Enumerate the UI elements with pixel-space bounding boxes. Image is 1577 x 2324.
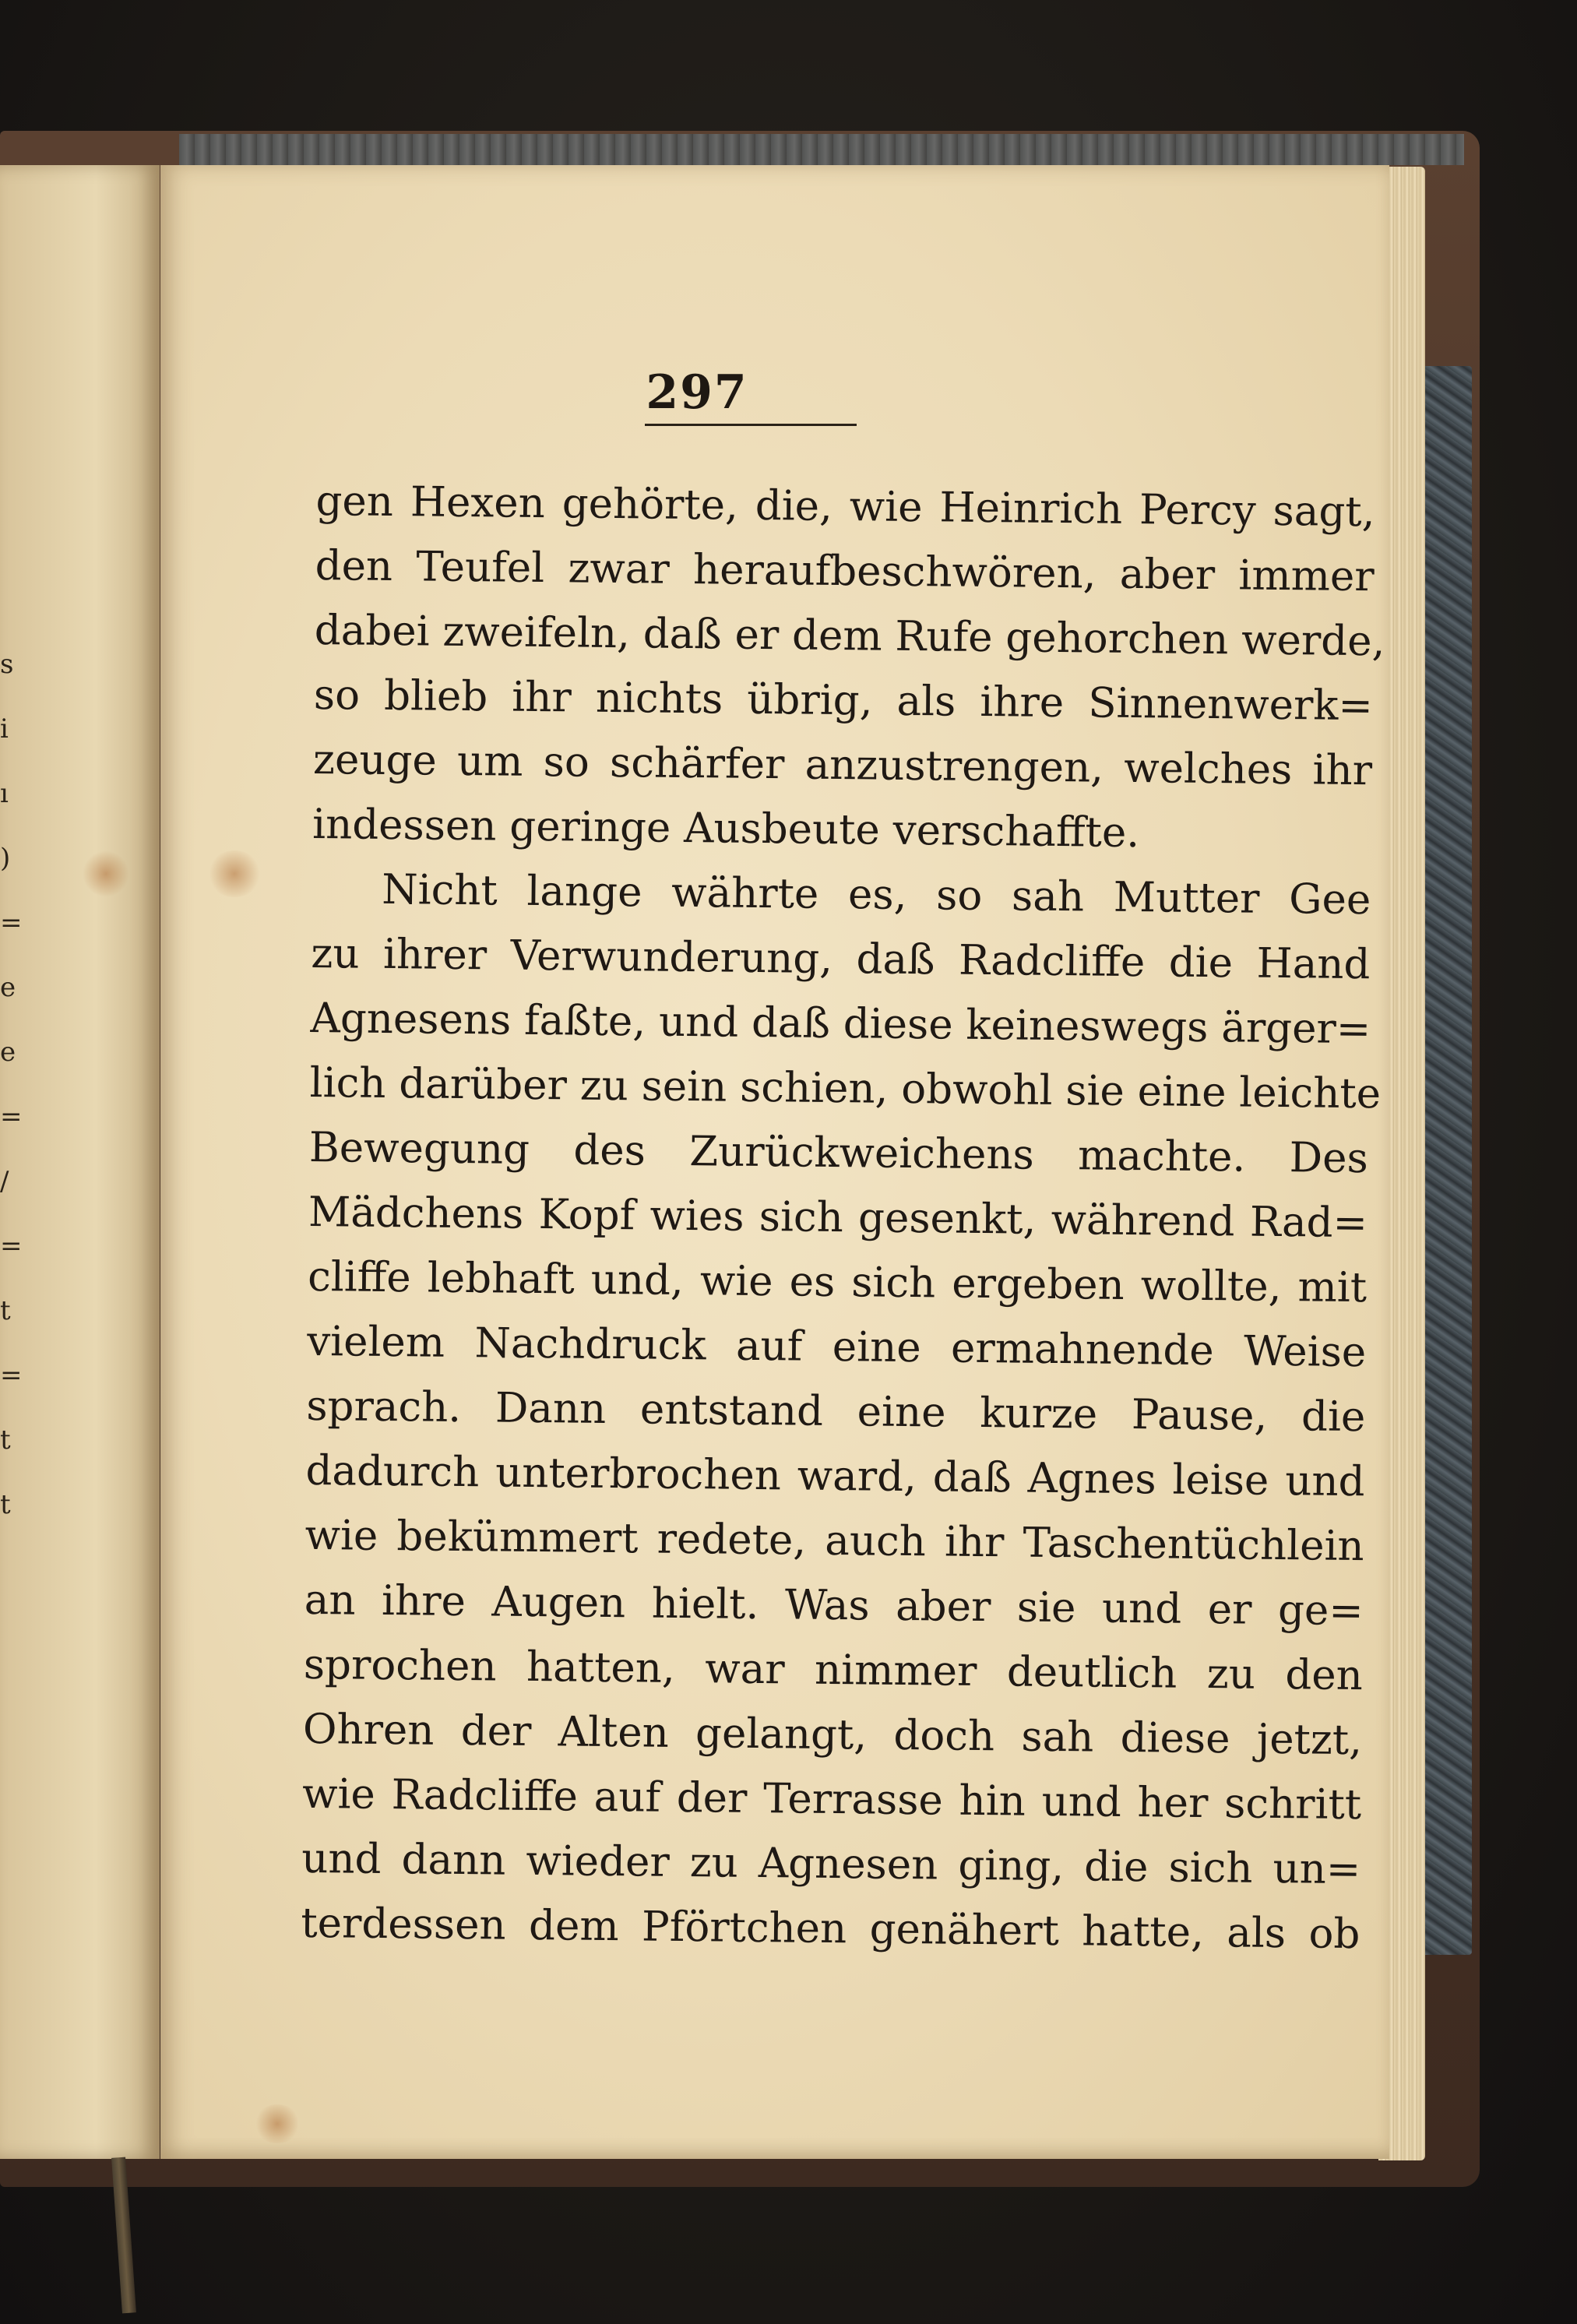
text-line: terdessen dem Pförtchen genähert hatte, als ob — [301, 1899, 1361, 1959]
margin-fragment: ı — [0, 778, 9, 809]
text-line: Mädchens Kopf wies sich gesenkt, während Rad= — [308, 1188, 1368, 1248]
text-line: Ohren der Alten gelangt, doch sah diese jetzt, — [302, 1705, 1363, 1765]
margin-fragment: t — [0, 1295, 11, 1326]
text-line: Agnesens faßte, und daß diese keineswegs ärger= — [310, 994, 1371, 1054]
right-page — [160, 165, 1389, 2159]
margin-fragment: = — [0, 1360, 23, 1391]
text-line: indessen geringe Ausbeute verschaffte. — [312, 800, 1140, 857]
foxing-stain — [207, 850, 262, 897]
margin-fragment: ) — [0, 843, 11, 874]
text-line: lich darüber zu sein schien, obwohl sie eine leichte — [309, 1058, 1382, 1118]
left-page — [0, 165, 160, 2159]
foxing-stain — [83, 850, 129, 897]
body-text — [301, 469, 1385, 1967]
text-line: cliffe lebhaft und, wie es sich ergeben wollte, mit — [307, 1252, 1368, 1312]
text-line: zeuge um so schärfer anzustrengen, welches ihr — [312, 735, 1373, 795]
margin-fragment: e — [0, 972, 16, 1003]
margin-fragment: = — [0, 907, 23, 938]
header-rule — [645, 424, 857, 426]
text-line: wie bekümmert redete, auch ihr Taschentüchlein — [304, 1511, 1364, 1571]
text-line: Nicht lange währte es, so sah Mutter Gee — [382, 865, 1371, 924]
margin-fragment: / — [0, 1166, 9, 1197]
text-line: so blieb ihr nichts übrig, als ihre Sinnenwerk= — [313, 671, 1374, 731]
text-line: sprach. Dann entstand eine kurze Pause, die — [306, 1382, 1366, 1442]
foxing-stain — [254, 2104, 301, 2143]
text-line: vielem Nachdruck auf eine ermahnende Weise — [306, 1317, 1367, 1377]
text-line: und dann wieder zu Agnesen ging, die sich un= — [301, 1834, 1361, 1894]
left-page-margin-fragments — [0, 632, 23, 1520]
margin-fragment: i — [0, 713, 9, 745]
text-line: sprochen hatten, war nimmer deutlich zu den — [303, 1640, 1364, 1700]
cover-top-marbled-edge — [179, 134, 1464, 165]
text-line: den Teufel zwar heraufbeschwören, aber immer — [315, 541, 1375, 601]
text-line: gen Hexen gehörte, die, wie Heinrich Percy sagt, — [315, 477, 1375, 537]
text-line: Bewegung des Zurückweichens machte. Des — [308, 1123, 1369, 1183]
margin-fragment: = — [0, 1101, 23, 1132]
page-number: 297 — [646, 365, 748, 420]
text-line: an ihre Augen hielt. Was aber sie und er ge= — [304, 1576, 1364, 1636]
margin-fragment: t — [0, 1424, 11, 1456]
margin-fragment: e — [0, 1037, 16, 1068]
margin-fragment: t — [0, 1489, 11, 1520]
text-line: dadurch unterbrochen ward, daß Agnes leise und — [305, 1446, 1365, 1506]
margin-fragment: = — [0, 1231, 23, 1262]
cover-marbled-spine — [1417, 366, 1472, 1955]
text-line: dabei zweifeln, daß er dem Rufe gehorchen werde, — [314, 606, 1385, 666]
margin-fragment: s — [0, 649, 14, 680]
text-line: wie Radcliffe auf der Terrasse hin und her schritt — [301, 1769, 1362, 1829]
text-line: zu ihrer Verwunderung, daß Radcliffe die Hand — [311, 929, 1371, 989]
